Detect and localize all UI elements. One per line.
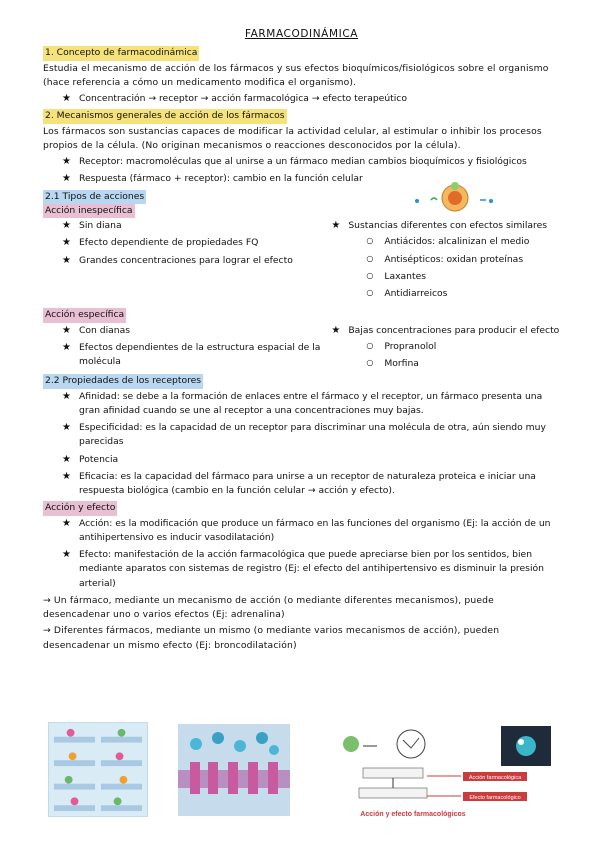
list-item: ★ Sustancias diferentes con efectos similares ○ Antiácidos: alcalinizan el medio ○ Antisépticos: oxidan proteínas ○ Laxantes ○ Antidiarreicos <box>331 219 560 301</box>
figures-row <box>48 722 568 822</box>
figure-label-action: Acción farmacológica <box>468 775 522 781</box>
page-title: FARMACODINÁMICA <box>244 28 359 40</box>
section-2-2-heading: 2.2 Propiedades de los receptores <box>43 374 203 388</box>
figure-caption: Acción y efecto farmacológicos <box>360 811 466 818</box>
list-item: ★ Concentración → receptor → acción farmacológica → efecto terapeútico <box>62 92 560 106</box>
list-item: ★ Efecto: manifestación de la acción farmacológica que puede apreciarse bien por los sentidos, bien mediante aparatos con sistemas de registro (Ej: el efecto del antihipertensivo es disminuir la presión arterial) <box>62 548 560 591</box>
action-effect-diagram <box>333 722 563 822</box>
sub-list-item: ○ Antiácidos: alcalinizan el medio <box>366 235 560 249</box>
accion-efecto-label: Acción y efecto <box>43 501 117 515</box>
list-item: ★ Potencia <box>62 453 560 467</box>
receptor-illustration <box>405 180 505 214</box>
list-item: ★ Con dianas <box>62 324 331 338</box>
membrane-receptors-image <box>178 724 290 816</box>
list-item: ★ Eficacia: es la capacidad del fármaco para unirse a un receptor de naturaleza proteica e iniciar una respuesta biológica (cambio en la función celular → acción y efecto). <box>62 470 560 499</box>
list-item: ★ Receptor: macromoléculas que al unirse a un fármaco median cambios bioquímicos y fisiológicos <box>62 155 560 169</box>
list-item: ★ Sin diana <box>62 219 331 233</box>
accion-efecto-list <box>62 517 560 591</box>
sub-list-item: ○ Propranolol <box>366 340 560 354</box>
list-item: ★ Efectos dependientes de la estructura espacial de la molécula <box>62 341 331 370</box>
list-item: ★ Especificidad: es la capacidad de un receptor para discriminar una molécula de otra, aún siendo muy parecidas <box>62 421 560 450</box>
especifica-label: Acción específica <box>43 308 126 322</box>
sub-list-item: ○ Laxantes <box>366 270 560 284</box>
section-1-list <box>62 92 560 106</box>
arrow-note-1: → Un fármaco, mediante un mecanismo de acción (o mediante diferentes mecanismos), puede desencadenar uno o varios efectos (Ej: adrenalina) <box>43 594 494 621</box>
list-item: ★ Efecto dependiente de propiedades FQ <box>62 236 331 250</box>
arrow-note-2: → Diferentes fármacos, mediante un mismo (o mediante varios mecanismos de acción), pueden desencadenar un mismo efecto (Ej: broncodilatación) <box>43 625 500 651</box>
inespecifica-label: Acción inespecífica <box>43 204 135 218</box>
section-2-2-list <box>62 390 560 499</box>
section-1-paragraph: Estudia el mecanismo de acción de los fármacos y sus efectos bioquímicos/fisiológicos sobre el organismo (hace referencia a cómo un medicamento modifica el organismo). <box>43 62 549 88</box>
list-item: ★ Afinidad: se debe a la formación de enlaces entre el fármaco y el receptor, un fármaco presenta una gran afinidad cuando se une al receptor a una concentraciones muy bajas. <box>62 390 560 419</box>
list-item: ★ Acción: es la modificación que produce un fármaco en las funciones del organismo (Ej: la acción de un antihipertensivo es inducir vasodilatación) <box>62 517 560 546</box>
list-item: ★ Grandes concentraciones para lograr el efecto <box>62 254 331 268</box>
sub-list-item: ○ Antisépticos: oxidan proteínas <box>366 253 560 267</box>
section-2-1-heading: 2.1 Tipos de acciones <box>43 190 146 204</box>
inespecifica-columns <box>43 218 560 304</box>
list-item: ★ Bajas concentraciones para producir el efecto ○ Propranolol ○ Morfina <box>331 324 560 372</box>
list-item: ★ Respuesta (fármaco + receptor): cambio en la función celular <box>62 172 560 186</box>
sub-list-item: ○ Morfina <box>366 357 560 371</box>
receptor-binding-image <box>48 722 148 817</box>
sub-list-item: ○ Antidiarreicos <box>366 287 560 301</box>
figure-label-effect: Efecto farmacológico <box>469 795 521 801</box>
section-2-heading: 2. Mecanismos generales de acción de los fármacos <box>43 109 287 123</box>
section-2-paragraph: Los fármacos son sustancias capaces de modificar la actividad celular, al estimular o inhibir los procesos propios de la célula. (No originan mecanismos o reacciones desconocidos por la célula). <box>43 125 542 151</box>
section-1-heading: 1. Concepto de farmacodinámica <box>43 46 199 60</box>
especifica-columns <box>43 323 560 375</box>
